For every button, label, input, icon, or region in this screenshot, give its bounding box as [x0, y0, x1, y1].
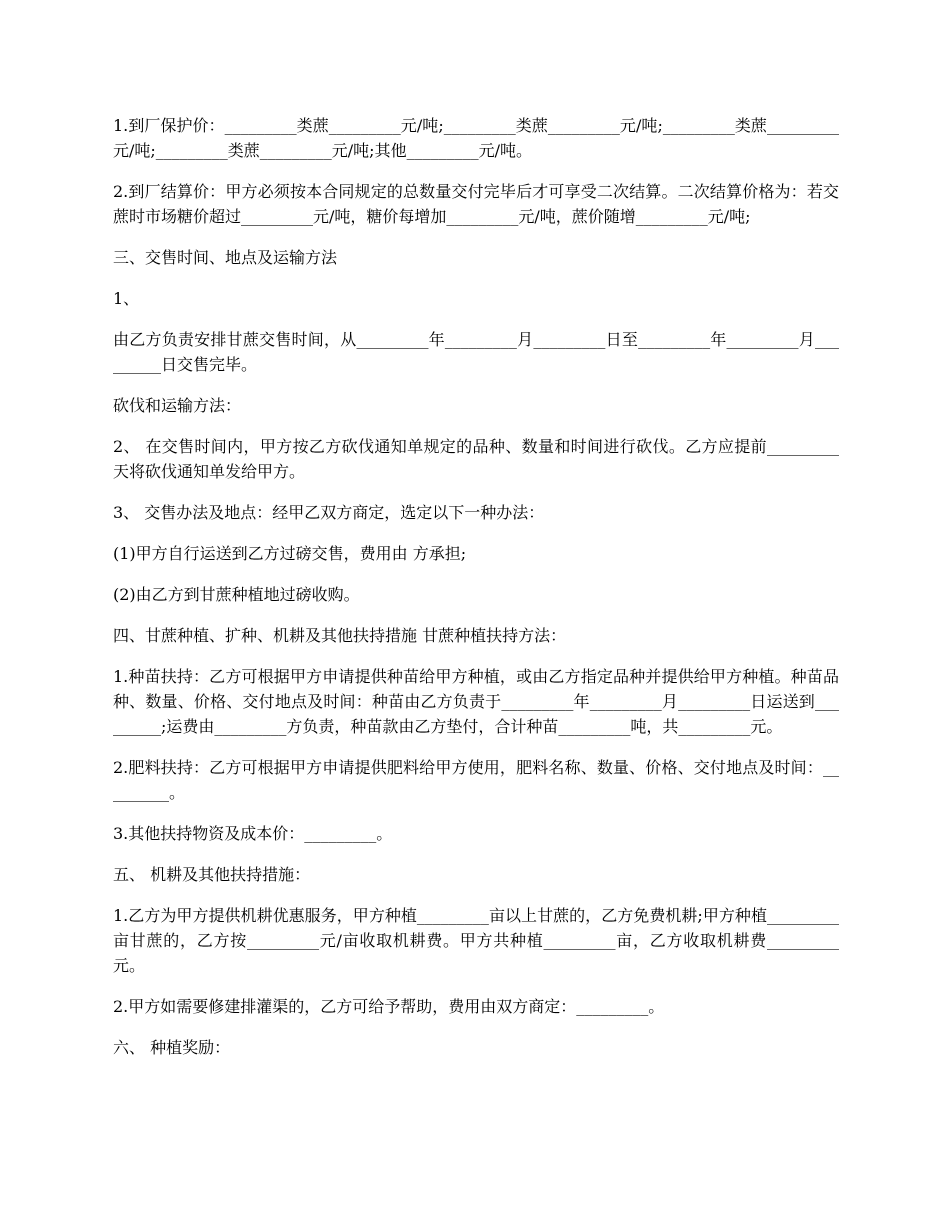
clause-sale-method: 3、 交售办法及地点：经甲乙双方商定，选定以下一种办法： — [113, 503, 545, 522]
clause-protection-price: 1.到厂保护价：_________类蔗_________元/吨;_________类蔗_________元/吨;_________类蔗_________元/吨;_________类蔗_________元/吨;其他_________元/吨。 — [113, 116, 839, 160]
clause-plowing-service: 1.乙方为甲方提供机耕优惠服务，甲方种植_________亩以上甘蔗的，乙方免费机耕;甲方种植_________亩甘蔗的，乙方按_________元/亩收取机耕费。甲方共种植_________亩，乙方收取机耕费_________元。 — [113, 906, 839, 975]
clause-irrigation: 2.甲方如需要修建排灌渠的，乙方可给予帮助，费用由双方商定：_________。 — [113, 997, 665, 1016]
section-heading-3: 三、交售时间、地点及运输方法 — [113, 248, 338, 267]
clause-fertilizer-support: 2.肥料扶持：乙方可根据甲方申请提供肥料给甲方使用，肥料名称、数量、价格、交付地点及时间：_________。 — [113, 758, 839, 802]
clause-other-support: 3.其他扶持物资及成本价：_________。 — [113, 824, 393, 843]
subheading-cutting-transport: 砍伐和运输方法： — [113, 396, 242, 415]
section-heading-5: 五、 机耕及其他扶持措施： — [113, 865, 311, 884]
clause-cutting-notice: 2、 在交售时间内，甲方按乙方砍伐通知单规定的品种、数量和时间进行砍伐。乙方应提前_________天将砍伐通知单发给甲方。 — [113, 437, 839, 481]
section-heading-6: 六、 种植奖励： — [113, 1038, 231, 1057]
option-2: (2)由乙方到甘蔗种植地过磅收购。 — [113, 585, 360, 604]
option-1: (1)甲方自行运送到乙方过磅交售，费用由 方承担; — [113, 544, 467, 563]
clause-sale-period: 由乙方负责安排甘蔗交售时间，从_________年_________月_________日至_________年_________月_________日交售完毕。 — [113, 330, 839, 374]
section-heading-4: 四、甘蔗种植、扩种、机耕及其他扶持措施 甘蔗种植扶持方法： — [113, 626, 567, 645]
list-number-1: 1、 — [113, 289, 140, 308]
clause-settlement-price: 2.到厂结算价：甲方必须按本合同规定的总数量交付完毕后才可享受二次结算。二次结算价格为：若交蔗时市场糖价超过_________元/吨，糖价每增加_________元/吨，蔗价随增_________元/吨; — [113, 182, 839, 226]
document-body — [113, 113, 839, 1076]
clause-seedling-support: 1.种苗扶持：乙方可根据甲方申请提供种苗给甲方种植，或由乙方指定品种并提供给甲方种植。种苗品种、数量、价格、交付地点及时间：种苗由乙方负责于_________年_________月_________日运送到_________;运费由_________方负责，种苗款由乙方垫付，合计种苗_________吨，共_________元。 — [113, 667, 839, 736]
